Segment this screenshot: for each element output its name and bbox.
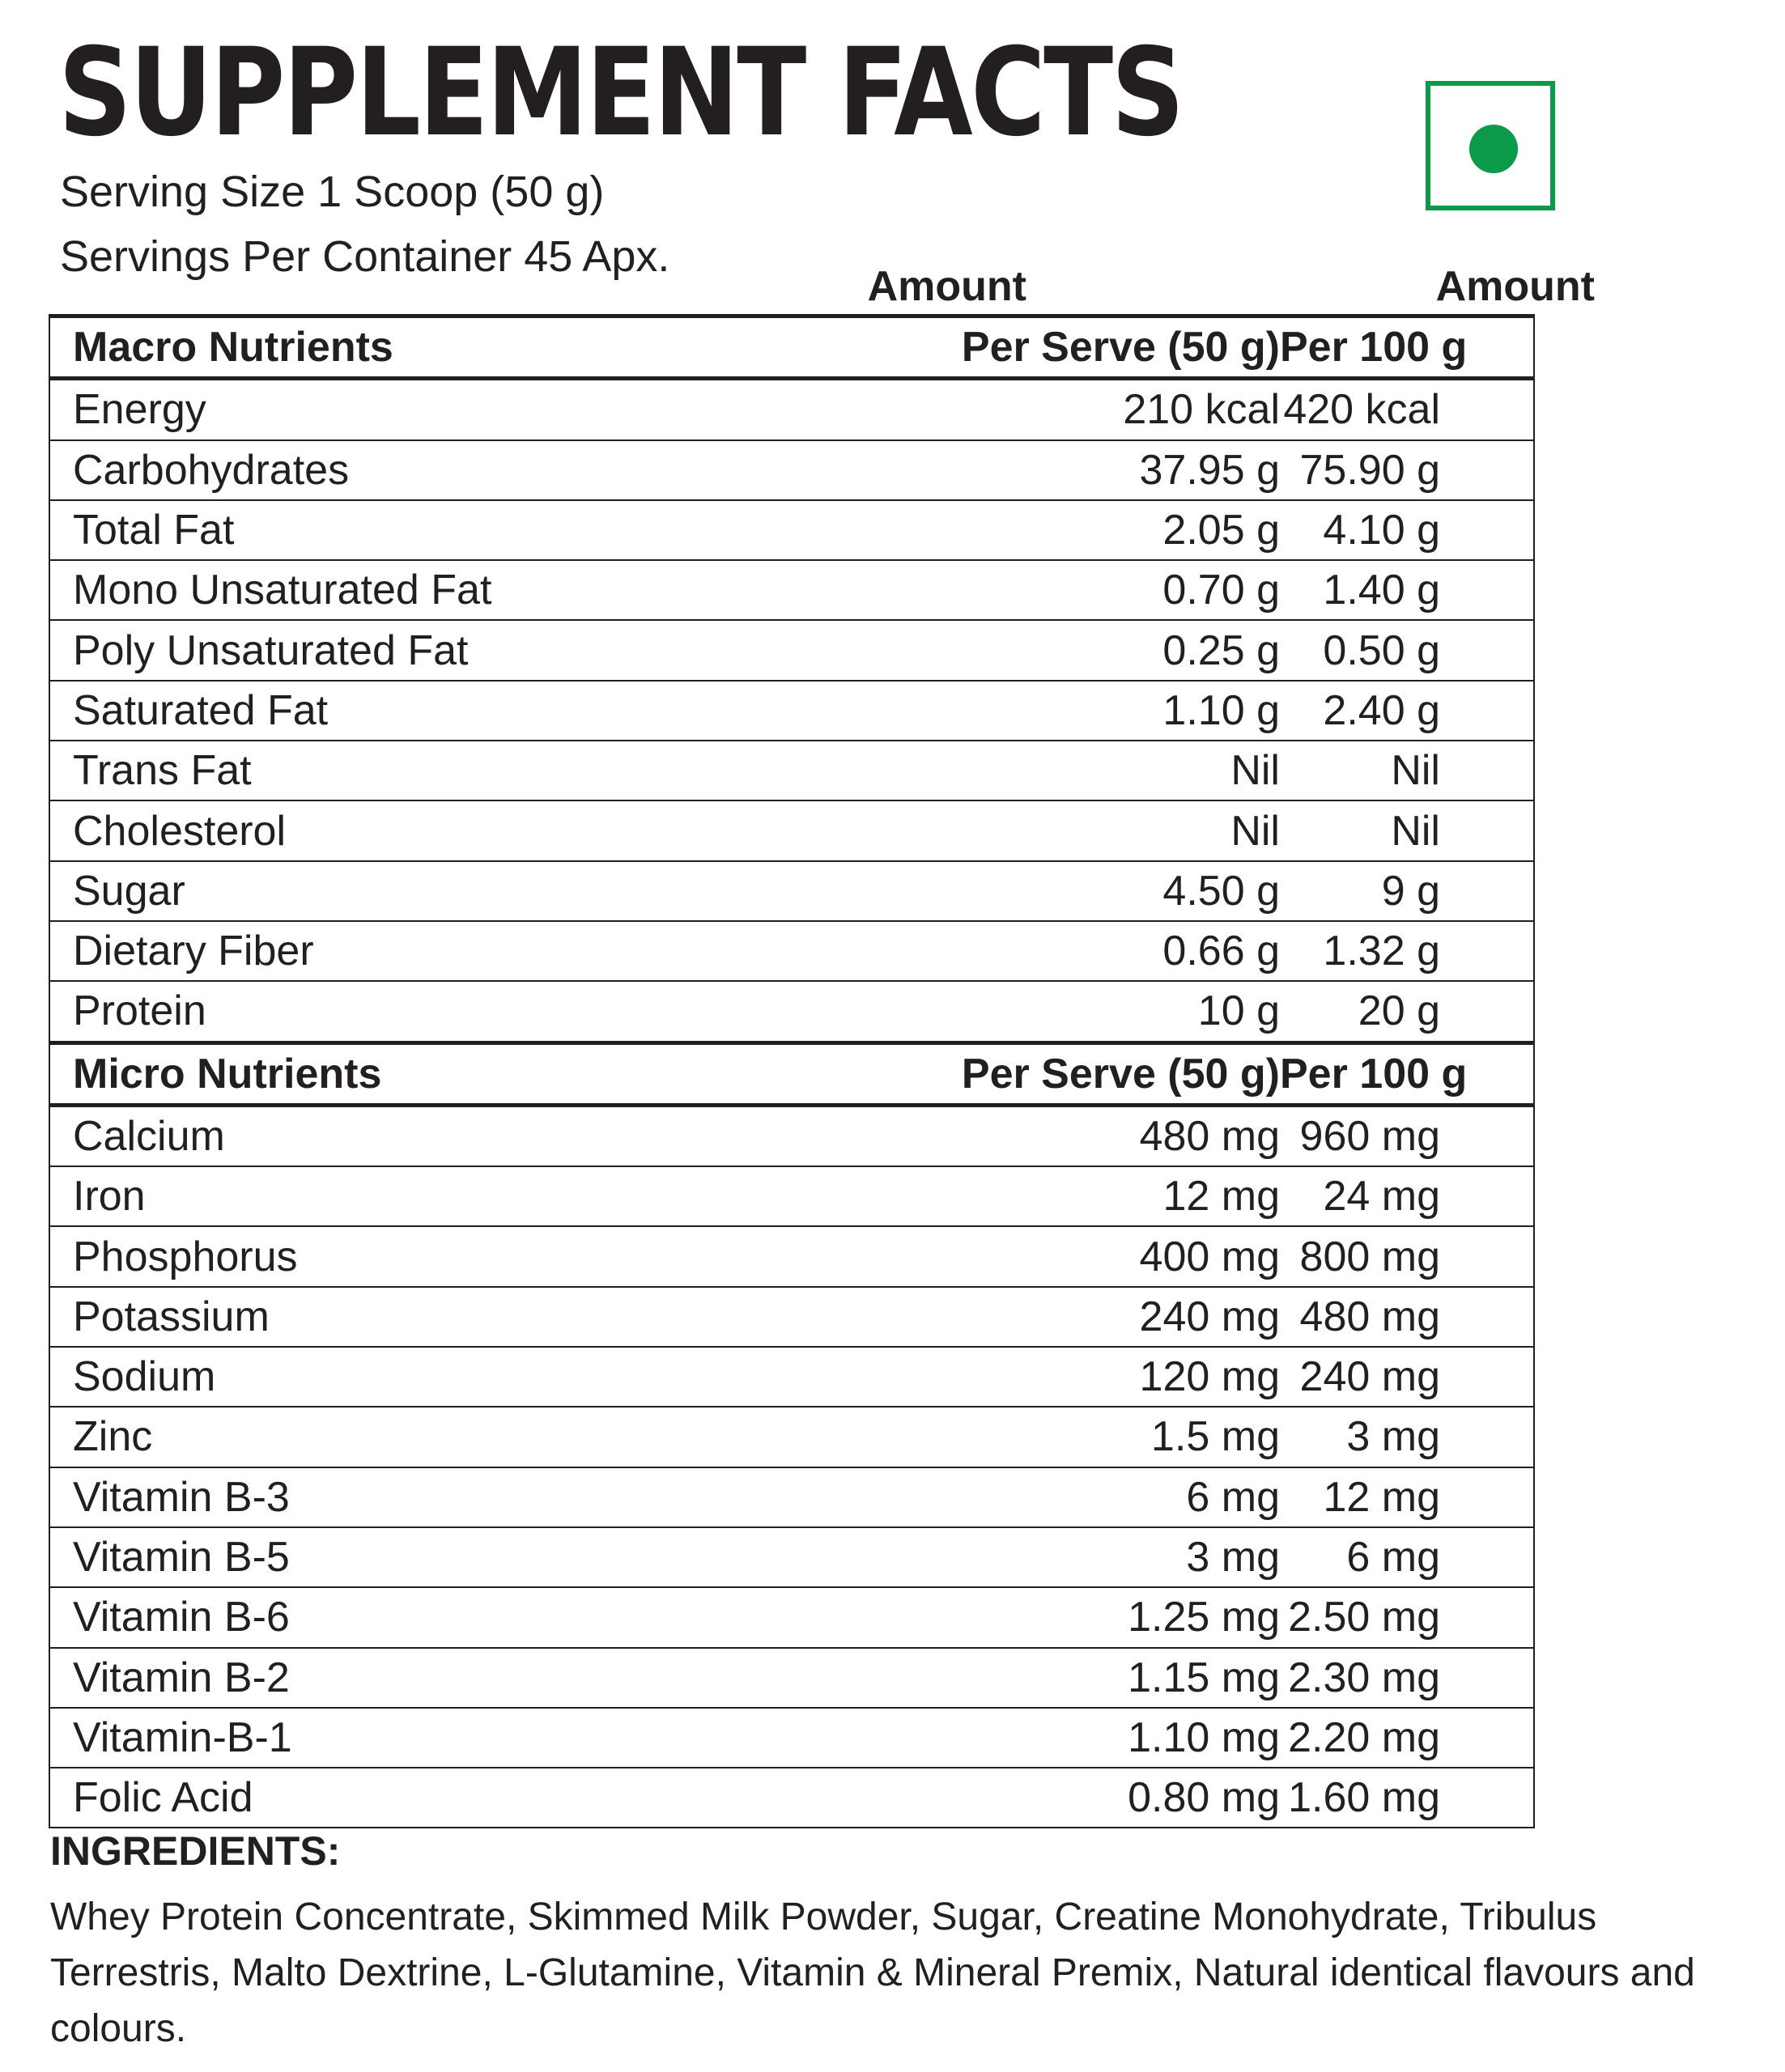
table-row	[49, 1768, 1534, 1828]
amount-per-100: 20 g	[1280, 981, 1534, 1042]
nutrient-name: Calcium	[73, 1113, 225, 1160]
nutrient-name: Zinc	[49, 1407, 657, 1467]
amount-heading-per-100: Amount	[1435, 263, 1595, 310]
table-row	[49, 1708, 1534, 1768]
amount-per-100: 9 g	[1280, 861, 1534, 921]
table-row	[49, 1587, 1534, 1647]
micro-per-100-heading: Per 100 g	[1280, 1042, 1534, 1105]
amount-per-100: 1.60 mg	[1280, 1768, 1534, 1828]
nutrient-name: Phosphorus	[49, 1226, 657, 1286]
amount-per-100: 4.10 g	[1280, 500, 1534, 560]
amount-per-100: 2.30 mg	[1280, 1648, 1534, 1708]
macro-per-100-heading: Per 100 g	[1280, 316, 1534, 379]
amount-per-serve: 1.10 g	[657, 681, 1280, 741]
table-row	[49, 500, 1534, 560]
amount-per-100: 240 mg	[1280, 1347, 1534, 1407]
table-row	[49, 681, 1534, 741]
amount-per-100: 3 mg	[1280, 1407, 1534, 1467]
amount-per-serve: 0.25 g	[657, 620, 1280, 680]
nutrient-name: Vitamin-B-1	[49, 1708, 657, 1768]
table-row	[49, 800, 1534, 860]
amount-per-100: 480 mg	[1280, 1287, 1534, 1347]
servings-per-container: Servings Per Container 45 Apx.	[60, 232, 670, 281]
serving-size: Serving Size 1 Scoop (50 g)	[60, 168, 605, 216]
amount-per-serve: 3 mg	[657, 1527, 1280, 1587]
nutrient-name: Vitamin B-6	[49, 1587, 657, 1647]
nutrient-name: Vitamin B-5	[49, 1527, 657, 1587]
nutrient-name: Sugar	[49, 861, 657, 921]
amount-per-serve: 240 mg	[657, 1287, 1280, 1347]
amount-per-serve: 1.25 mg	[657, 1587, 1280, 1647]
amount-per-100: Nil	[1280, 800, 1534, 860]
amount-per-100: 0.50 g	[1280, 620, 1534, 680]
amount-per-serve: 480 mg	[1139, 1113, 1280, 1160]
table-row	[49, 1467, 1534, 1527]
table-row	[49, 1347, 1534, 1407]
amount-per-serve: 1.5 mg	[657, 1407, 1280, 1467]
ingredients-title: INGREDIENTS:	[50, 1828, 341, 1874]
amount-per-100: 12 mg	[1280, 1467, 1534, 1527]
table-row	[49, 560, 1534, 620]
facts-table-body	[49, 316, 1534, 1828]
amount-per-100: 420 kcal	[1283, 386, 1440, 434]
nutrient-name: Saturated Fat	[49, 681, 657, 741]
nutrient-name: Dietary Fiber	[49, 921, 657, 981]
micro-per-serve-heading: Per Serve (50 g)	[657, 1042, 1280, 1105]
amount-per-serve: 1.10 mg	[657, 1708, 1280, 1768]
amount-per-serve: 6 mg	[657, 1467, 1280, 1527]
amount-per-100: 24 mg	[1280, 1166, 1534, 1226]
amount-per-serve: Nil	[657, 741, 1280, 800]
amount-per-100: 2.50 mg	[1280, 1587, 1534, 1647]
amount-per-serve: 210 kcal	[1123, 386, 1280, 434]
micro-section-label: Micro Nutrients	[49, 1042, 657, 1105]
table-row	[49, 861, 1534, 921]
nutrient-name: Carbohydrates	[49, 440, 657, 500]
veg-dot	[1469, 125, 1518, 173]
amount-per-serve: 0.66 g	[657, 921, 1280, 981]
nutrient-name: Vitamin B-2	[49, 1648, 657, 1708]
table-row	[49, 741, 1534, 800]
nutrient-name: Folic Acid	[49, 1768, 657, 1828]
ingredients-section	[50, 1828, 1758, 2057]
nutrient-name: Sodium	[49, 1347, 657, 1407]
nutrient-name: Iron	[49, 1166, 657, 1226]
amount-per-serve: 2.05 g	[657, 500, 1280, 560]
amount-heading-per-serve: Amount	[867, 263, 1026, 310]
amount-per-serve: Nil	[657, 800, 1280, 860]
amount-per-100: 6 mg	[1280, 1527, 1534, 1587]
table-row	[49, 440, 1534, 500]
table-row	[49, 1648, 1534, 1708]
table-row	[49, 921, 1534, 981]
amount-per-serve: 0.70 g	[657, 560, 1280, 620]
table-row	[49, 1105, 1534, 1166]
amount-per-100: Nil	[1280, 741, 1534, 800]
table-row	[49, 1527, 1534, 1587]
amount-per-serve: 400 mg	[657, 1226, 1280, 1286]
nutrient-name: Potassium	[49, 1287, 657, 1347]
nutrient-name: Total Fat	[49, 500, 657, 560]
amount-per-100: 960 mg	[1299, 1113, 1440, 1160]
nutrient-name: Energy	[73, 386, 206, 434]
micro-nutrients-header-row	[49, 1042, 1534, 1105]
nutrient-name: Cholesterol	[49, 800, 657, 860]
amount-per-serve: 1.15 mg	[657, 1648, 1280, 1708]
amount-per-100: 1.32 g	[1280, 921, 1534, 981]
amount-per-serve: 10 g	[657, 981, 1280, 1042]
amount-per-100: 2.20 mg	[1280, 1708, 1534, 1768]
amount-per-100: 2.40 g	[1280, 681, 1534, 741]
table-row	[49, 1166, 1534, 1226]
amount-per-100: 800 mg	[1280, 1226, 1534, 1286]
table-row	[49, 1407, 1534, 1467]
supplement-facts-table	[49, 314, 1535, 1828]
nutrient-name: Protein	[49, 981, 657, 1042]
nutrient-name: Vitamin B-3	[49, 1467, 657, 1527]
amount-per-serve: 0.80 mg	[657, 1768, 1280, 1828]
amount-per-100: 75.90 g	[1280, 440, 1534, 500]
ingredients-text: Whey Protein Concentrate, Skimmed Milk Powder, Sugar, Creatine Monohydrate, Tribulus Terrestris, Malto Dextrine, L-Glutamine, Vitamin & Mineral Premix, Natural identical flavours and colours.	[50, 1896, 1695, 2050]
page-title: SUPPLEMENT FACTS	[58, 23, 1183, 163]
macro-section-label: Macro Nutrients	[49, 316, 657, 379]
table-row	[49, 1226, 1534, 1286]
amount-per-serve: 37.95 g	[657, 440, 1280, 500]
macro-per-serve-heading: Per Serve (50 g)	[657, 316, 1280, 379]
nutrient-name: Poly Unsaturated Fat	[49, 620, 657, 680]
macro-nutrients-header-row	[49, 316, 1534, 379]
table-row	[49, 620, 1534, 680]
amount-per-serve: 120 mg	[657, 1347, 1280, 1407]
nutrient-name: Trans Fat	[49, 741, 657, 800]
table-row	[49, 1287, 1534, 1347]
amount-per-100: 1.40 g	[1280, 560, 1534, 620]
veg-symbol-icon	[1426, 81, 1555, 210]
nutrient-name: Mono Unsaturated Fat	[49, 560, 657, 620]
table-row	[49, 379, 1534, 440]
table-row	[49, 981, 1534, 1042]
amount-per-serve: 4.50 g	[657, 861, 1280, 921]
amount-per-serve: 12 mg	[657, 1166, 1280, 1226]
